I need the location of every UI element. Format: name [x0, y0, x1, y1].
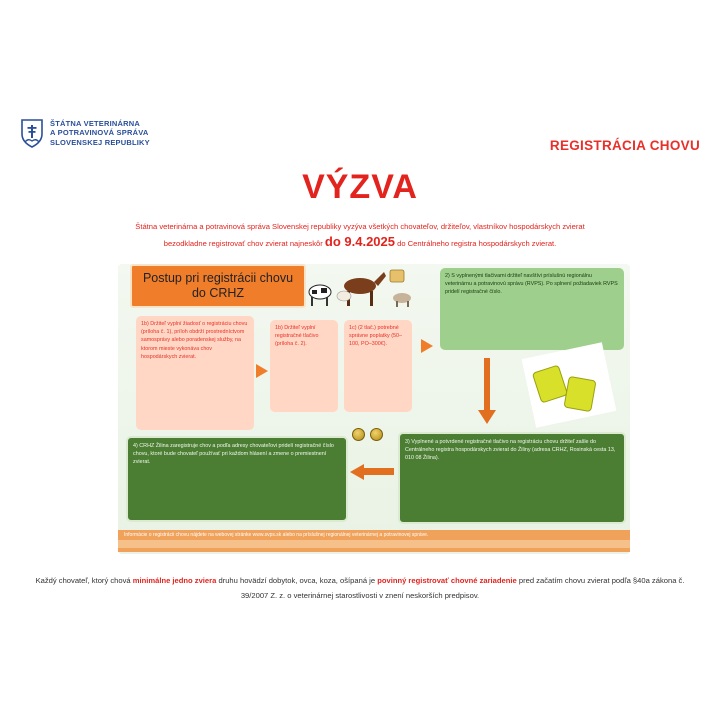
procedure-title: Postup pri registrácii chovu do CRHZ	[130, 264, 306, 308]
arrow-left-shaft	[362, 468, 394, 475]
arrow-down-icon	[478, 410, 496, 424]
arrow-down-shaft	[484, 358, 490, 412]
info-strip-band	[118, 540, 630, 548]
ear-tag-icon	[563, 376, 596, 412]
footer-text-c: pred začatím chovu zvierat podľa §40a zákona č. 39/2007 Z. z. o veterinárnej starostlivosti v znení neskorších predpisov.	[240, 576, 685, 600]
step-3-box: 1c) (2 tlač.) potrebné správne poplatky (50–100, PO–300€).	[344, 320, 412, 412]
intro-text-c: do Centrálneho registra hospodárskych zvierat.	[397, 239, 557, 248]
page-title: VÝZVA	[302, 168, 418, 206]
footer-bold-b: povinný registrovať chovné zariadenie	[377, 576, 517, 585]
arrow-right-icon	[421, 339, 433, 353]
step-2-box: 1b) Držiteľ vyplní registračné tlačivo (príloha č. 2).	[270, 320, 338, 412]
arrow-right-icon	[256, 364, 268, 378]
org-name-line3: SLOVENSKEJ REPUBLIKY	[50, 137, 150, 147]
intro-text-a: Štátna veterinárna a potravinová správa Slovenskej republiky vyzýva všetkých chovateľov, držiteľov, vlastníkov hospodárskych zvierat	[135, 222, 585, 231]
coin-icon	[352, 428, 365, 441]
info-strip-text: Informácie o registrácii chovu nájdete na webovej stránke www.svps.sk alebo na príslušnej regionálnej veterinárnej a potravinovej správe.	[124, 532, 429, 538]
org-name	[50, 119, 150, 148]
farm-animals-icon	[304, 268, 424, 308]
info-strip	[118, 530, 630, 552]
intro-text	[22, 219, 698, 251]
step-crhz-register-box: 4) CRHZ Žilina zaregistruje chov a podľa adresy chovateľovi pridelí registračné číslo chovu, ktoré bude chovateľ používať pri každom hlásení a zmene o premiestnení zvierat.	[126, 436, 348, 522]
footer-text	[34, 574, 686, 603]
coin-icon	[370, 428, 383, 441]
arrow-left-icon	[350, 464, 364, 480]
registration-label: REGISTRÁCIA CHOVU	[549, 138, 700, 153]
footer-text-a: Každý chovateľ, ktorý chová	[35, 576, 131, 585]
coat-of-arms-icon	[20, 118, 44, 148]
step-rvps-box: 2) S vyplnenými tlačivami držiteľ navštívi príslušnú regionálnu veterinárnu a potravinovú správu (RVPS). Po splnení požiadaviek RVPS pridelí registračné číslo.	[440, 268, 624, 350]
deadline: do 9.4.2025	[324, 234, 395, 249]
footer-text-b: druhu hovädzí dobytok, ovca, koza, ošípaná je	[218, 576, 376, 585]
org-logo	[20, 118, 150, 148]
step-crhz-submit-box: 3) Vyplnené a potvrdené registračné tlačivo na registráciu chovu držiteľ zašle do Centrálneho registra hospodárskych zvierat do Žiliny (adresa CRHZ, Rosinská cesta 13, 010 08 Žilina).	[398, 432, 626, 524]
org-name-line1: ŠTÁTNA VETERINÁRNA	[50, 118, 140, 128]
org-name-line2: A POTRAVINOVÁ SPRÁVA	[50, 128, 149, 138]
footer-bold-a: minimálne jedno zviera	[132, 576, 217, 585]
step-1-box: 1b) Držiteľ vyplní žiadosť o registráciu chovu (príloha č. 1), príloh obdrží prostredníctvom samosprávy alebo poradenskej služby, na ktorom mieste vykonáva chov hospodárskych zvierat.	[136, 316, 254, 430]
intro-text-b: bezodkladne registrovať chov zvierat najneskôr	[163, 239, 323, 248]
